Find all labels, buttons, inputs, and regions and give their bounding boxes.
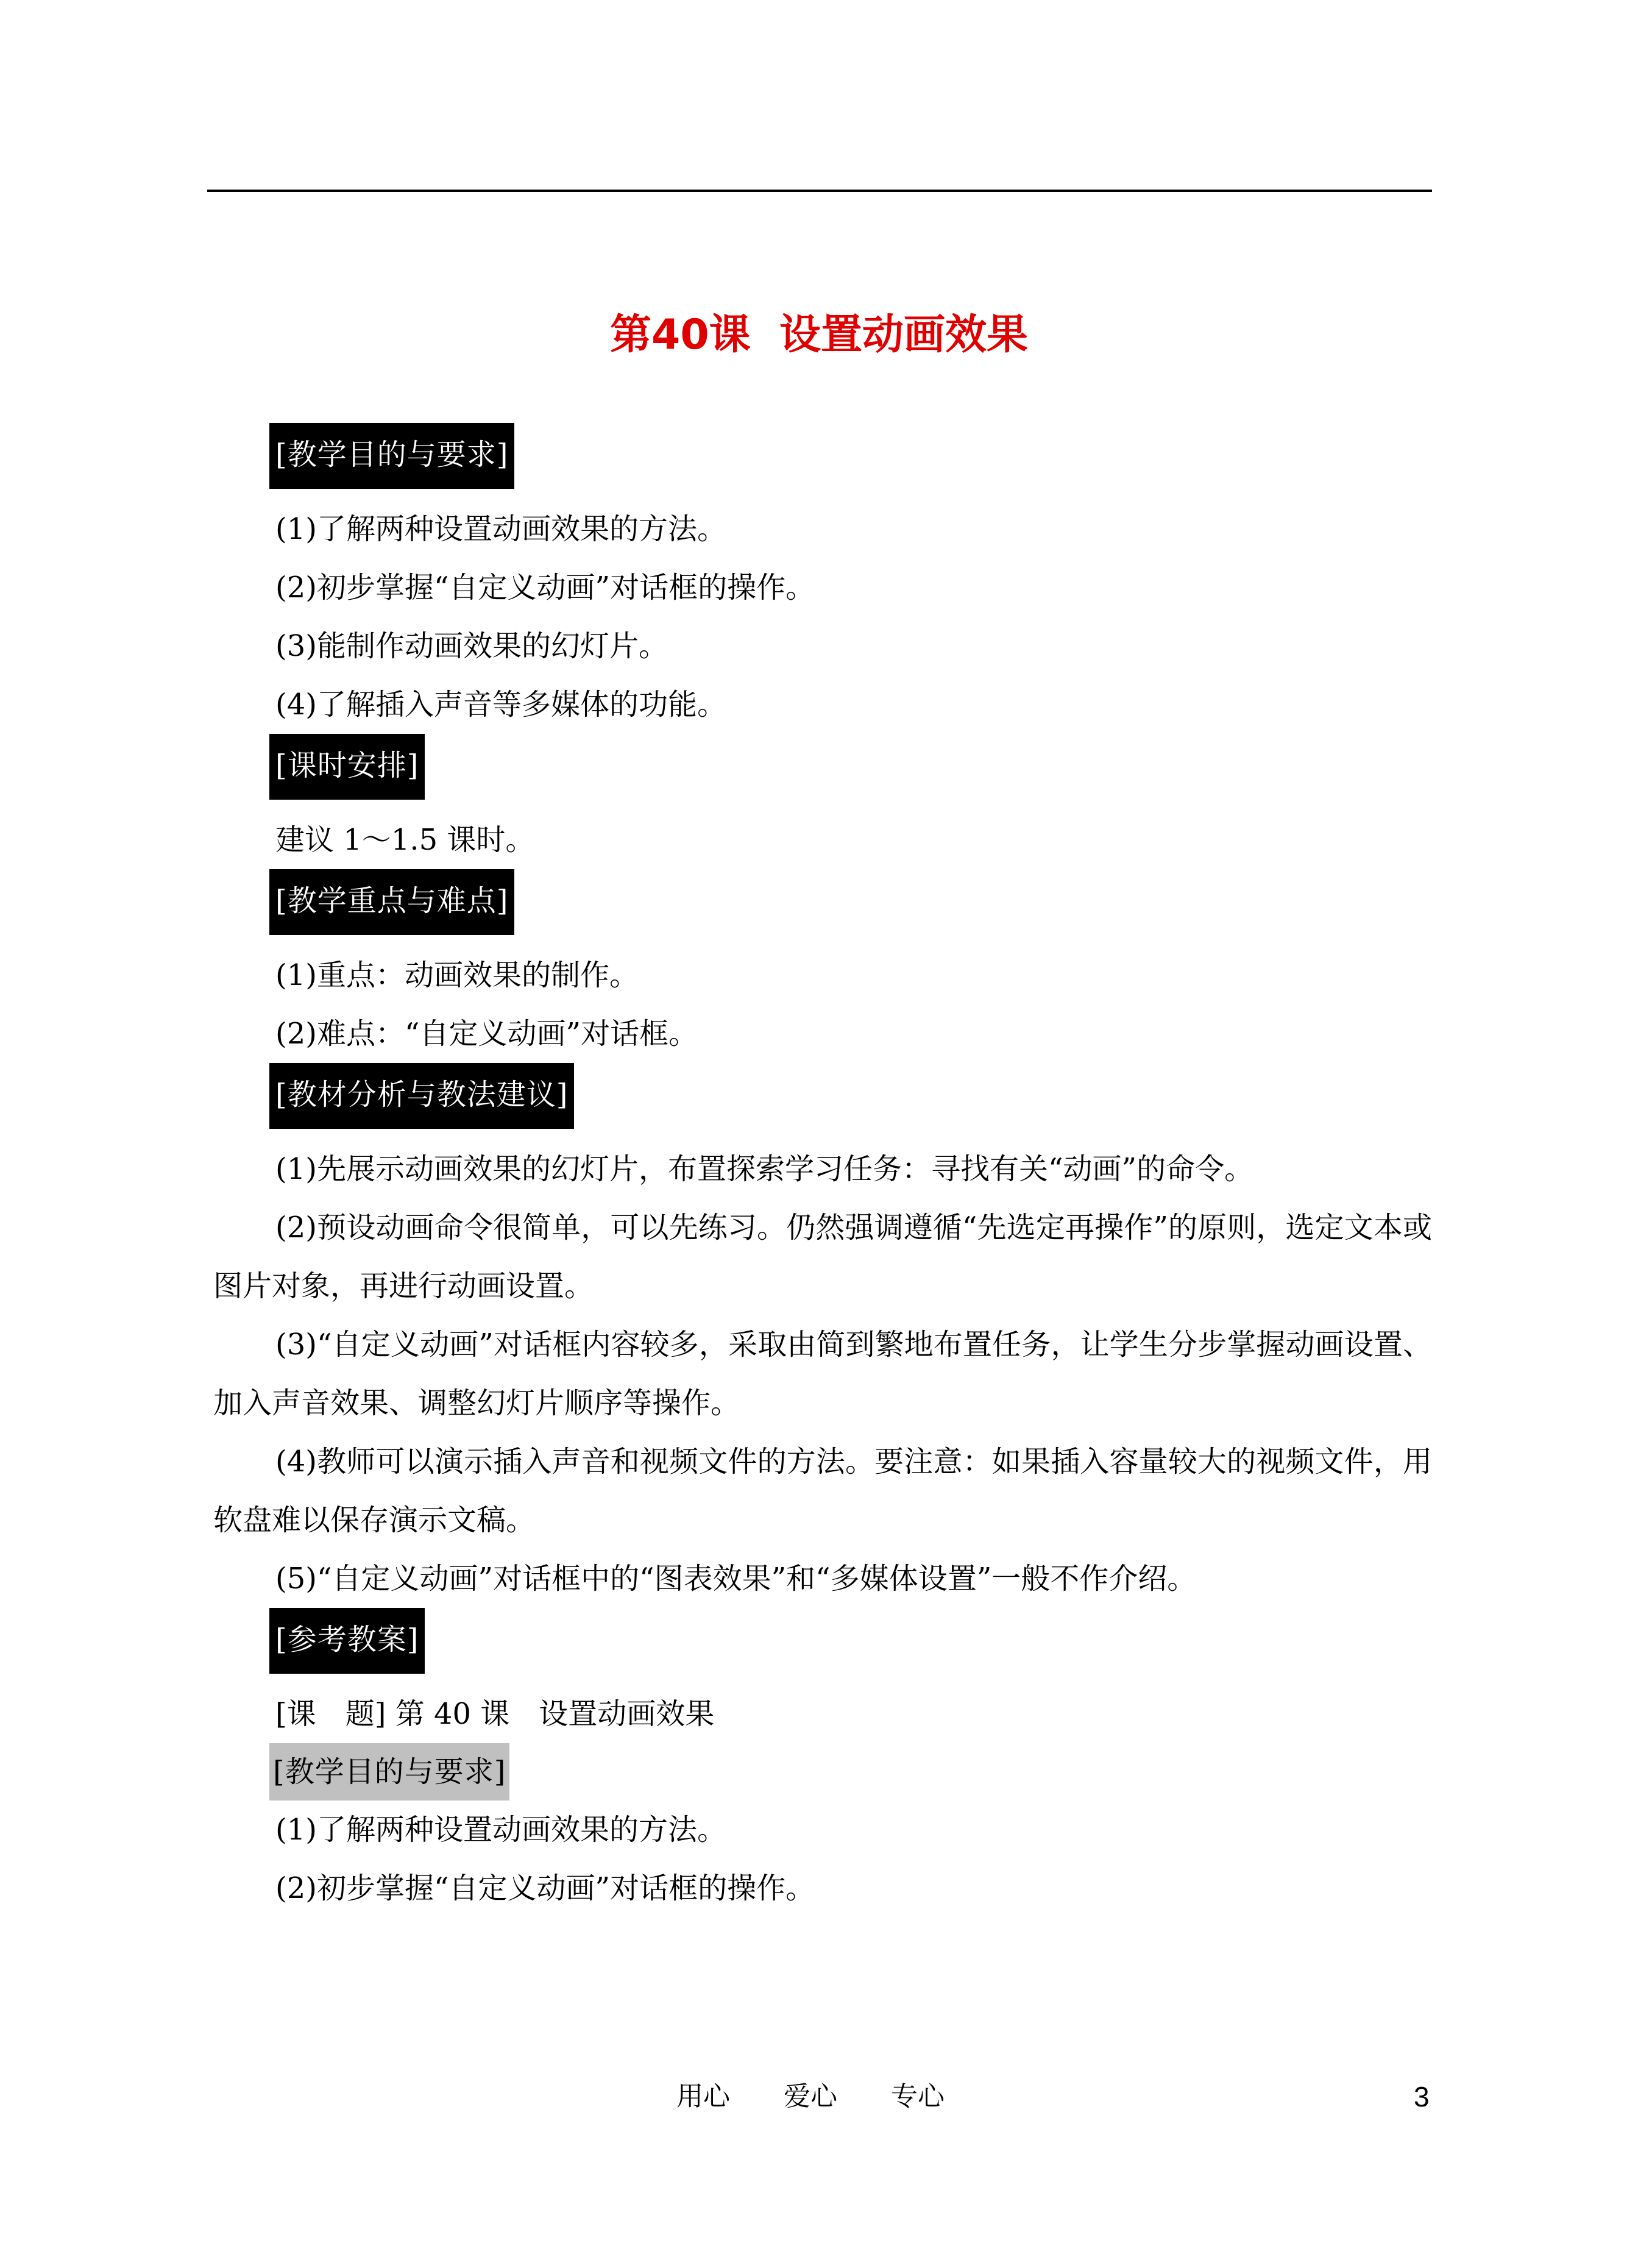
section-objectives [213,423,1432,734]
section-heading: [教学重点与难点] [269,869,514,935]
document-body [213,423,1432,1918]
page-footer [0,2072,1638,2121]
paragraph: (1)先展示动画效果的幻灯片，布置探索学习任务：寻找有关“动画”的命令。 [275,1152,1254,1186]
list-item: (1)了解两种设置动画效果的方法。 [275,512,726,546]
section-key-points [213,869,1432,1063]
section-heading: [课时安排] [269,734,425,800]
list-item: (2)初步掌握“自定义动画”对话框的操作。 [275,571,815,605]
list-item: (3)能制作动画效果的幻灯片。 [275,629,668,663]
paragraph: (5)“自定义动画”对话框中的“图表效果”和“多媒体设置”一般不作介绍。 [275,1562,1197,1596]
paragraph: (4)教师可以演示插入声音和视频文件的方法。要注意：如果插入容量较大的视频文件，用软盘难以保存演示文稿。 [213,1445,1432,1537]
list-item: (1)了解两种设置动画效果的方法。 [275,1813,726,1847]
lesson-topic: [课 题] 第 40 课 设置动画效果 [275,1697,715,1731]
section-schedule [213,734,1432,869]
list-item: (1)重点：动画效果的制作。 [275,958,639,992]
list-item: (4)了解插入声音等多媒体的功能。 [275,688,726,722]
page-number: 3 [1414,2081,1430,2113]
section-analysis [213,1063,1432,1608]
footer-motto: 用心 爱心 专心 [676,2081,945,2112]
section-lesson-plan [213,1608,1432,1918]
section-heading: [参考教案] [269,1608,425,1674]
section-heading: [教材分析与教法建议] [269,1063,574,1129]
list-item: 建议 1～1.5 课时。 [275,823,535,857]
lesson-title: 第40课 设置动画效果 [610,311,1028,359]
paragraph: (2)预设动画命令很简单，可以先练习。仍然强调遵循“先选定再操作”的原则，选定文本或图片对象，再进行动画设置。 [213,1210,1432,1303]
list-item: (2)难点：“自定义动画”对话框。 [275,1017,698,1051]
paragraph: (3)“自定义动画”对话框内容较多，采取由简到繁地布置任务，让学生分步掌握动画设置、加入声音效果、调整幻灯片顺序等操作。 [213,1328,1432,1420]
list-item: (2)初步掌握“自定义动画”对话框的操作。 [275,1871,815,1905]
subsection-heading: [教学目的与要求] [269,1743,509,1801]
header-rule [207,190,1432,192]
section-heading: [教学目的与要求] [269,423,514,489]
